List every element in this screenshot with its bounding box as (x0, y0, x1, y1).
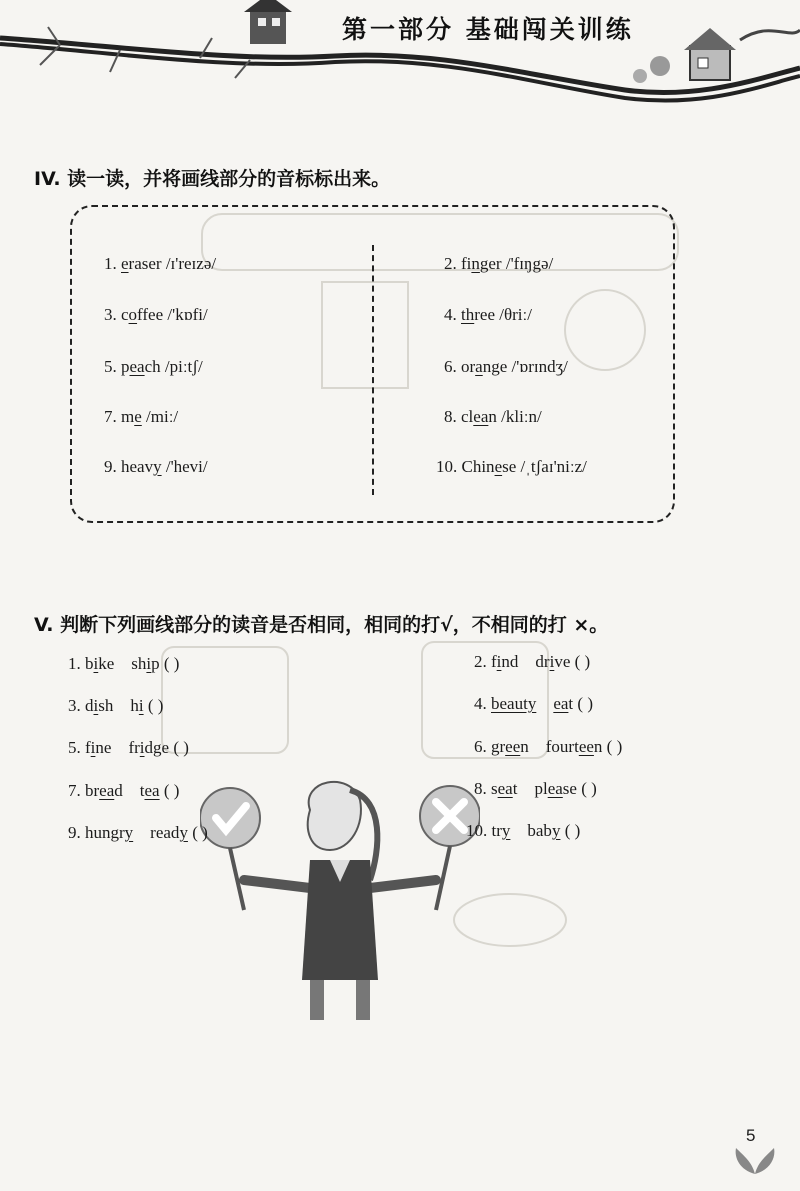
leaf-ornament-icon (730, 1146, 780, 1176)
s5-item-6: 6. green fourteen ( ) (474, 737, 623, 756)
s4-item-4: 4. three /θriː/ (444, 305, 532, 324)
answer-blank[interactable]: ( ) (606, 737, 623, 756)
answer-blank[interactable]: ( ) (581, 779, 597, 798)
answer-blank[interactable]: ( ) (564, 821, 581, 840)
s5-item-7: 7. bread tea ( ) (68, 781, 180, 800)
s4-item-9: 9. heavy /'hevi/ (104, 457, 208, 476)
answer-blank[interactable]: ( ) (173, 738, 189, 757)
s4-item-10: 10. Chinese /ˌtʃaɪ'niːz/ (436, 457, 587, 476)
s4-item-8: 8. clean /kliːn/ (444, 407, 542, 426)
s5-item-3: 3. dish hi ( ) (68, 696, 164, 715)
section-5-title: V. 判断下列画线部分的读音是否相同，相同的打√，不相同的打 ×。 (34, 614, 609, 636)
answer-blank[interactable]: ( ) (147, 696, 164, 715)
answer-blank[interactable]: ( ) (192, 823, 208, 842)
s4-item-5: 5. peach /piːtʃ/ (104, 357, 203, 376)
s4-item-7: 7. me /miː/ (104, 407, 179, 426)
s4-item-6: 6. orange /'ɒrɪndʒ/ (444, 357, 568, 376)
s4-item-3: 3. coffee /'kɒfi/ (104, 305, 208, 324)
s4-item-2: 2. finger /'fɪŋgə/ (444, 254, 554, 273)
figure-illustration (200, 770, 480, 1030)
s5-item-8: 8. seat please ( ) (474, 779, 597, 798)
s5-item-10: 10. try baby ( ) (466, 821, 581, 840)
answer-blank[interactable]: ( ) (163, 781, 180, 800)
page-header-title: 第一部分 基础闯关训练 (342, 15, 634, 44)
s5-item-4: 4. beauty eat ( ) (474, 694, 593, 713)
s4-item-1: 1. eraser /ɪ'reɪzə/ (104, 254, 217, 273)
s5-item-5: 5. fine fridge ( ) (68, 738, 189, 757)
answer-blank[interactable]: ( ) (577, 694, 593, 713)
s5-item-9: 9. hungry ready ( ) (68, 823, 208, 842)
section-4-title: IV. 读一读，并将画线部分的音标标出来。 (34, 168, 391, 190)
section-4-divider (372, 245, 374, 495)
s5-item-2: 2. find drive ( ) (474, 652, 591, 671)
answer-blank[interactable]: ( ) (163, 654, 180, 673)
page-number: 5 (746, 1126, 756, 1145)
answer-blank[interactable]: ( ) (574, 652, 591, 671)
s5-item-1: 1. bike ship ( ) (68, 654, 180, 673)
